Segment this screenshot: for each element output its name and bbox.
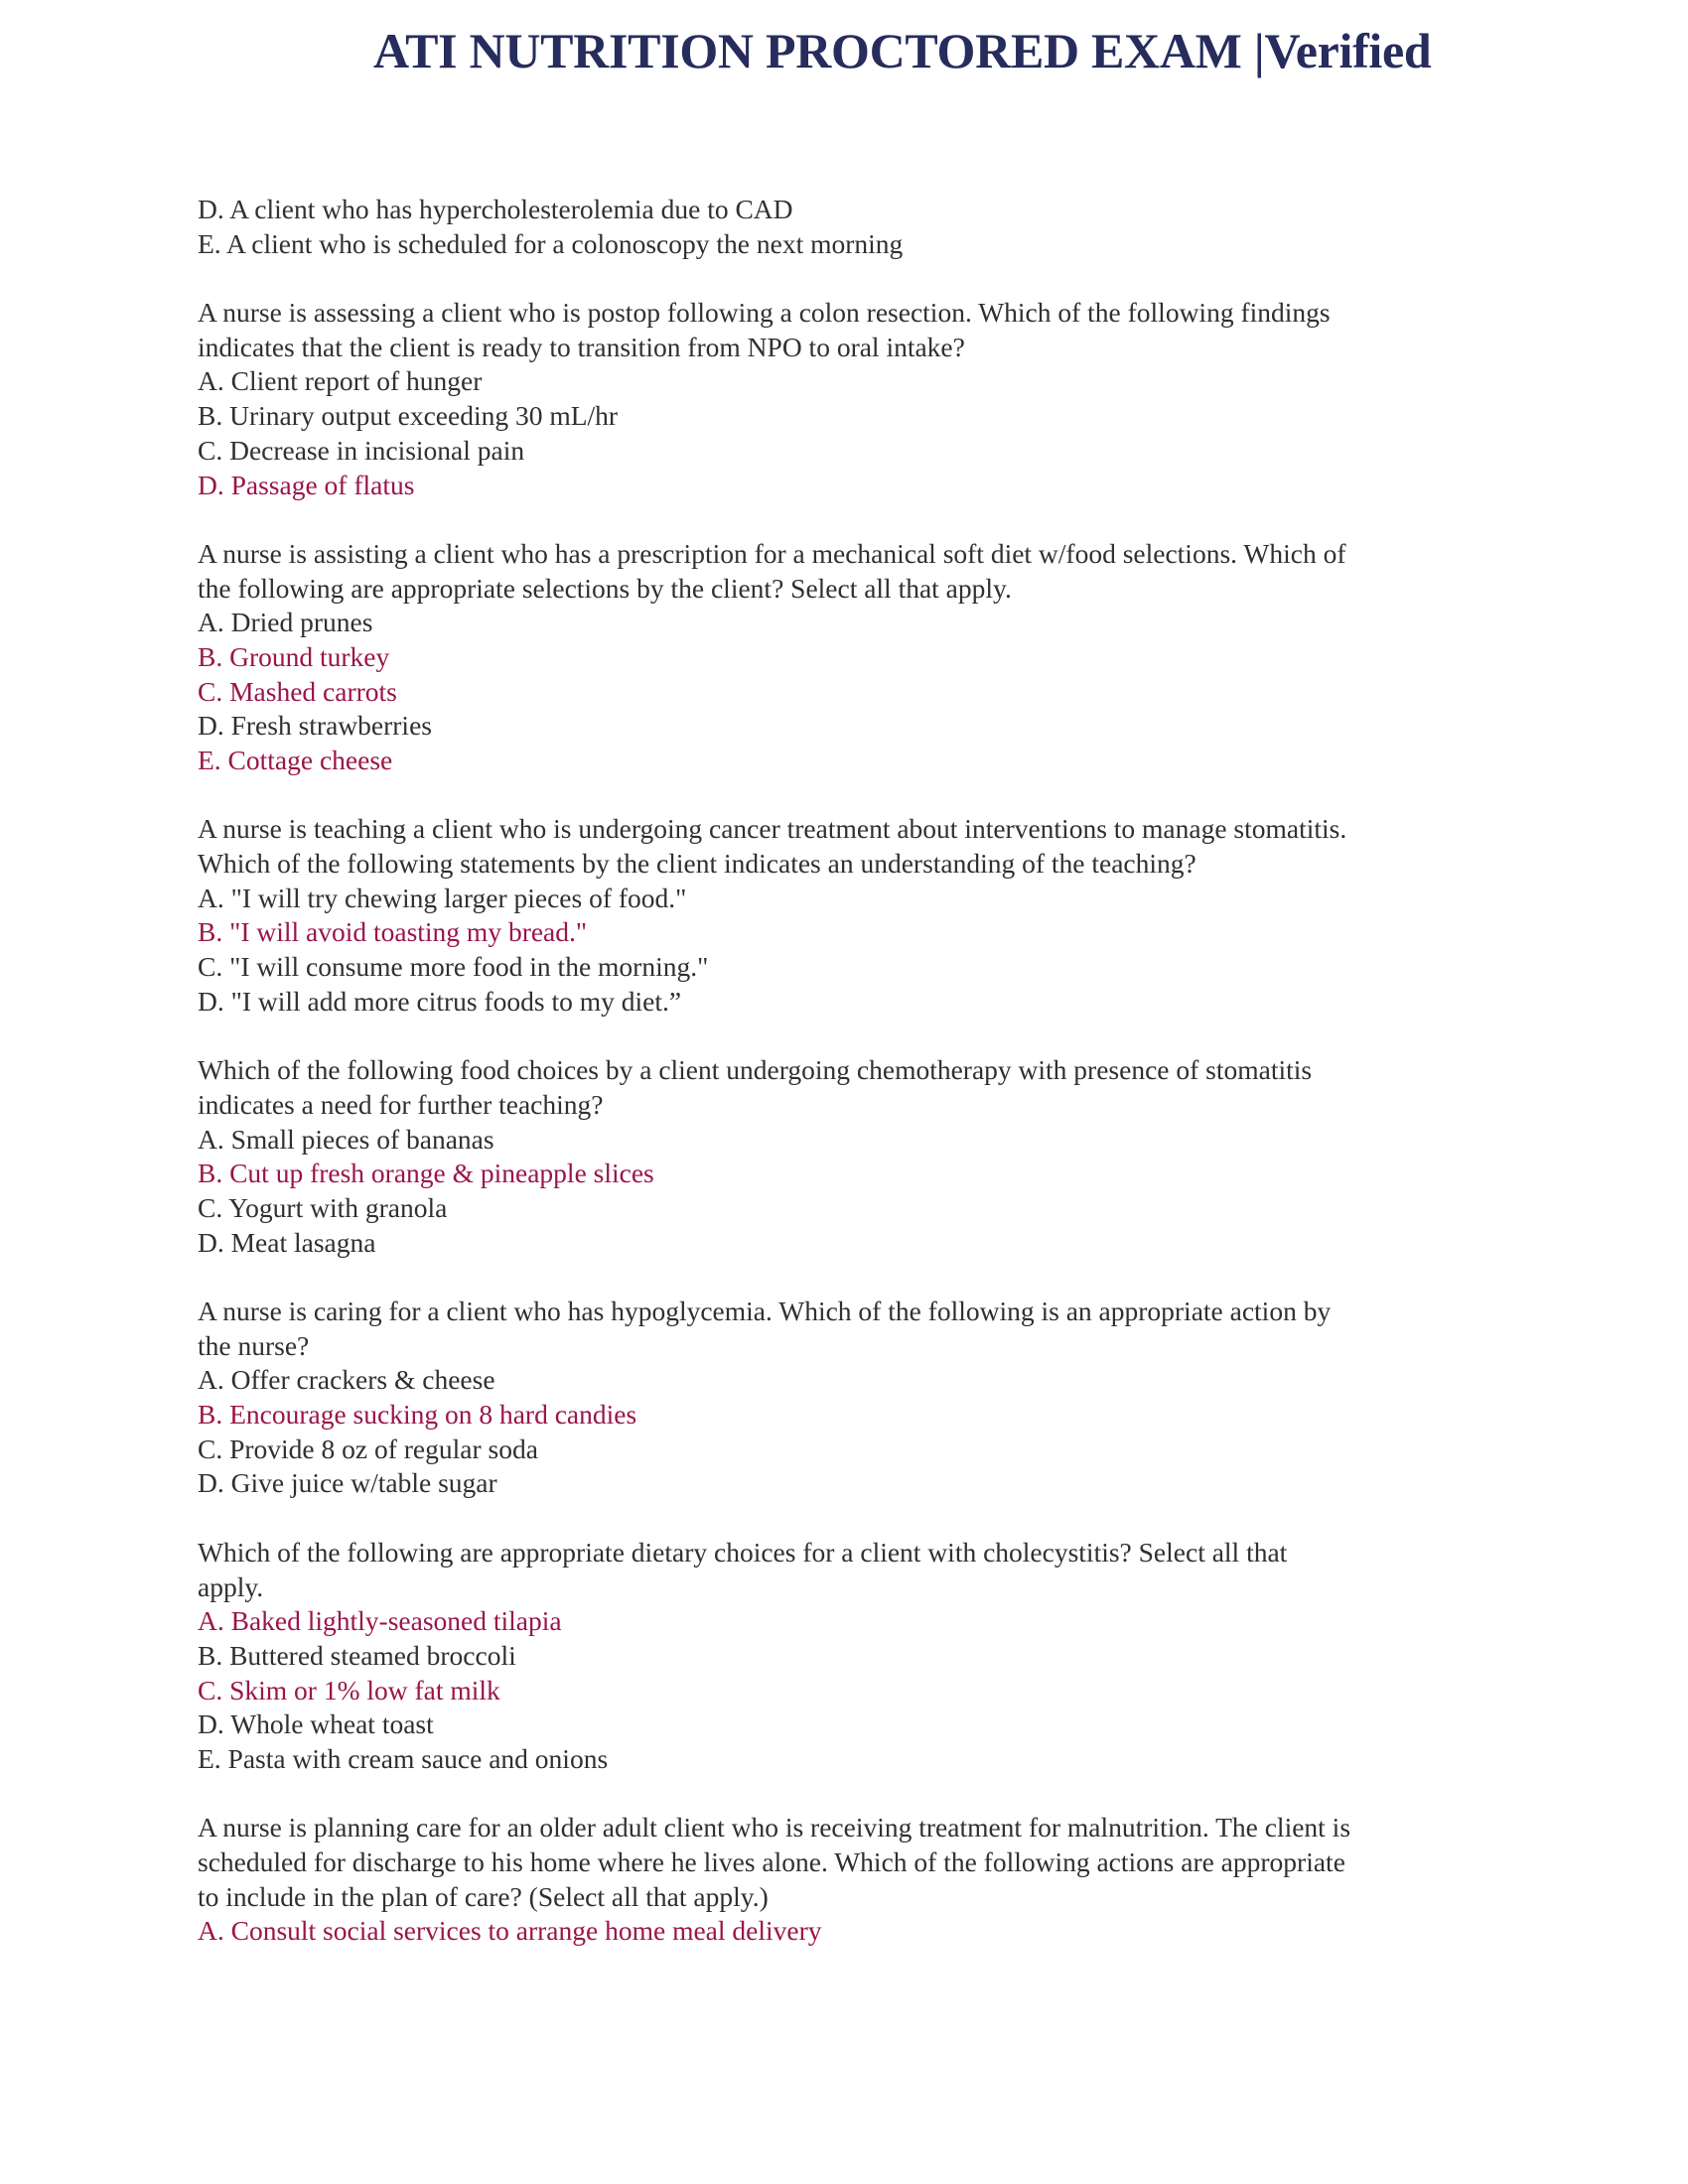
question-stem-line: apply. xyxy=(198,1570,264,1602)
answer-option: A. Offer crackers & cheese xyxy=(198,1364,495,1396)
question-block xyxy=(198,537,1488,778)
answer-option: B. Buttered steamed broccoli xyxy=(198,1639,516,1671)
question-block xyxy=(198,812,1488,1019)
question-stem-line: indicates that the client is ready to transition from NPO to oral intake? xyxy=(198,331,965,362)
answer-option: E. Pasta with cream sauce and onions xyxy=(198,1742,609,1774)
answer-option: C. Yogurt with granola xyxy=(198,1191,448,1223)
correct-answer-option: B. "I will avoid toasting my bread." xyxy=(198,916,588,948)
question-stem-line: Which of the following are appropriate dietary choices for a client with cholecystitis? Select all that xyxy=(198,1536,1288,1568)
answer-option: C. "I will consume more food in the morning." xyxy=(198,951,709,983)
answer-option: A. "I will try chewing larger pieces of food." xyxy=(198,882,687,913)
answer-option: D. Fresh strawberries xyxy=(198,710,432,742)
document-title: ATI NUTRITION PROCTORED EXAM |Verified xyxy=(373,23,1432,78)
correct-answer-option: B. Cut up fresh orange & pineapple slices xyxy=(198,1158,654,1189)
question-block xyxy=(198,193,1488,261)
question-block xyxy=(198,1295,1488,1501)
question-stem-line: A nurse is teaching a client who is undergoing cancer treatment about interventions to manage stomatitis. xyxy=(198,813,1347,845)
question-block xyxy=(198,1811,1488,1949)
question-stem-line: scheduled for discharge to his home where he lives alone. Which of the following actions are appropriate xyxy=(198,1846,1345,1877)
question-stem-line: Which of the following statements by the client indicates an understanding of the teaching? xyxy=(198,848,1196,880)
answer-option: C. Decrease in incisional pain xyxy=(198,434,525,466)
answer-option: D. Give juice w/table sugar xyxy=(198,1467,497,1499)
answer-option: A. Dried prunes xyxy=(198,607,373,638)
correct-answer-option: E. Cottage cheese xyxy=(198,745,393,775)
answer-option: D. "I will add more citrus foods to my diet.” xyxy=(198,985,682,1017)
correct-answer-option: C. Skim or 1% low fat milk xyxy=(198,1674,500,1706)
correct-answer-option: B. Ground turkey xyxy=(198,640,390,672)
correct-answer-option: A. Consult social services to arrange home meal delivery xyxy=(198,1915,822,1947)
question-stem-line: A nurse is assessing a client who is postop following a colon resection. Which of the following findings xyxy=(198,297,1331,329)
answer-option: D. Whole wheat toast xyxy=(198,1708,434,1740)
answer-option: D. Meat lasagna xyxy=(198,1226,376,1258)
question-stem-line: A nurse is planning care for an older adult client who is receiving treatment for malnutrition. The client is xyxy=(198,1812,1351,1843)
question-stem-line: indicates a need for further teaching? xyxy=(198,1088,604,1120)
question-stem-line: the nurse? xyxy=(198,1329,310,1361)
correct-answer-option: D. Passage of flatus xyxy=(198,469,415,500)
question-block xyxy=(198,1536,1488,1777)
question-stem-line: the following are appropriate selections by the client? Select all that apply. xyxy=(198,572,1012,604)
correct-answer-option: B. Encourage sucking on 8 hard candies xyxy=(198,1399,637,1431)
question-stem-line: Which of the following food choices by a client undergoing chemotherapy with presence of stomatitis xyxy=(198,1054,1313,1086)
question-stem-line: to include in the plan of care? (Select all that apply.) xyxy=(198,1880,769,1912)
answer-option: A. Small pieces of bananas xyxy=(198,1123,494,1155)
question-stem-line: A nurse is caring for a client who has hypoglycemia. Which of the following is an appropriate action by xyxy=(198,1296,1332,1326)
question-stem-line: A nurse is assisting a client who has a prescription for a mechanical soft diet w/food selections. Which of xyxy=(198,537,1346,569)
answer-option: C. Provide 8 oz of regular soda xyxy=(198,1433,538,1464)
question-block xyxy=(198,1053,1488,1260)
question-list xyxy=(198,193,1488,1983)
answer-option: A. Client report of hunger xyxy=(198,365,483,397)
answer-option: E. A client who is scheduled for a colonoscopy the next morning xyxy=(198,227,904,259)
correct-answer-option: A. Baked lightly-seasoned tilapia xyxy=(198,1605,562,1637)
correct-answer-option: C. Mashed carrots xyxy=(198,675,397,707)
question-block xyxy=(198,296,1488,502)
answer-option: B. Urinary output exceeding 30 mL/hr xyxy=(198,400,619,432)
answer-option: D. A client who has hypercholesterolemia due to CAD xyxy=(198,194,793,224)
